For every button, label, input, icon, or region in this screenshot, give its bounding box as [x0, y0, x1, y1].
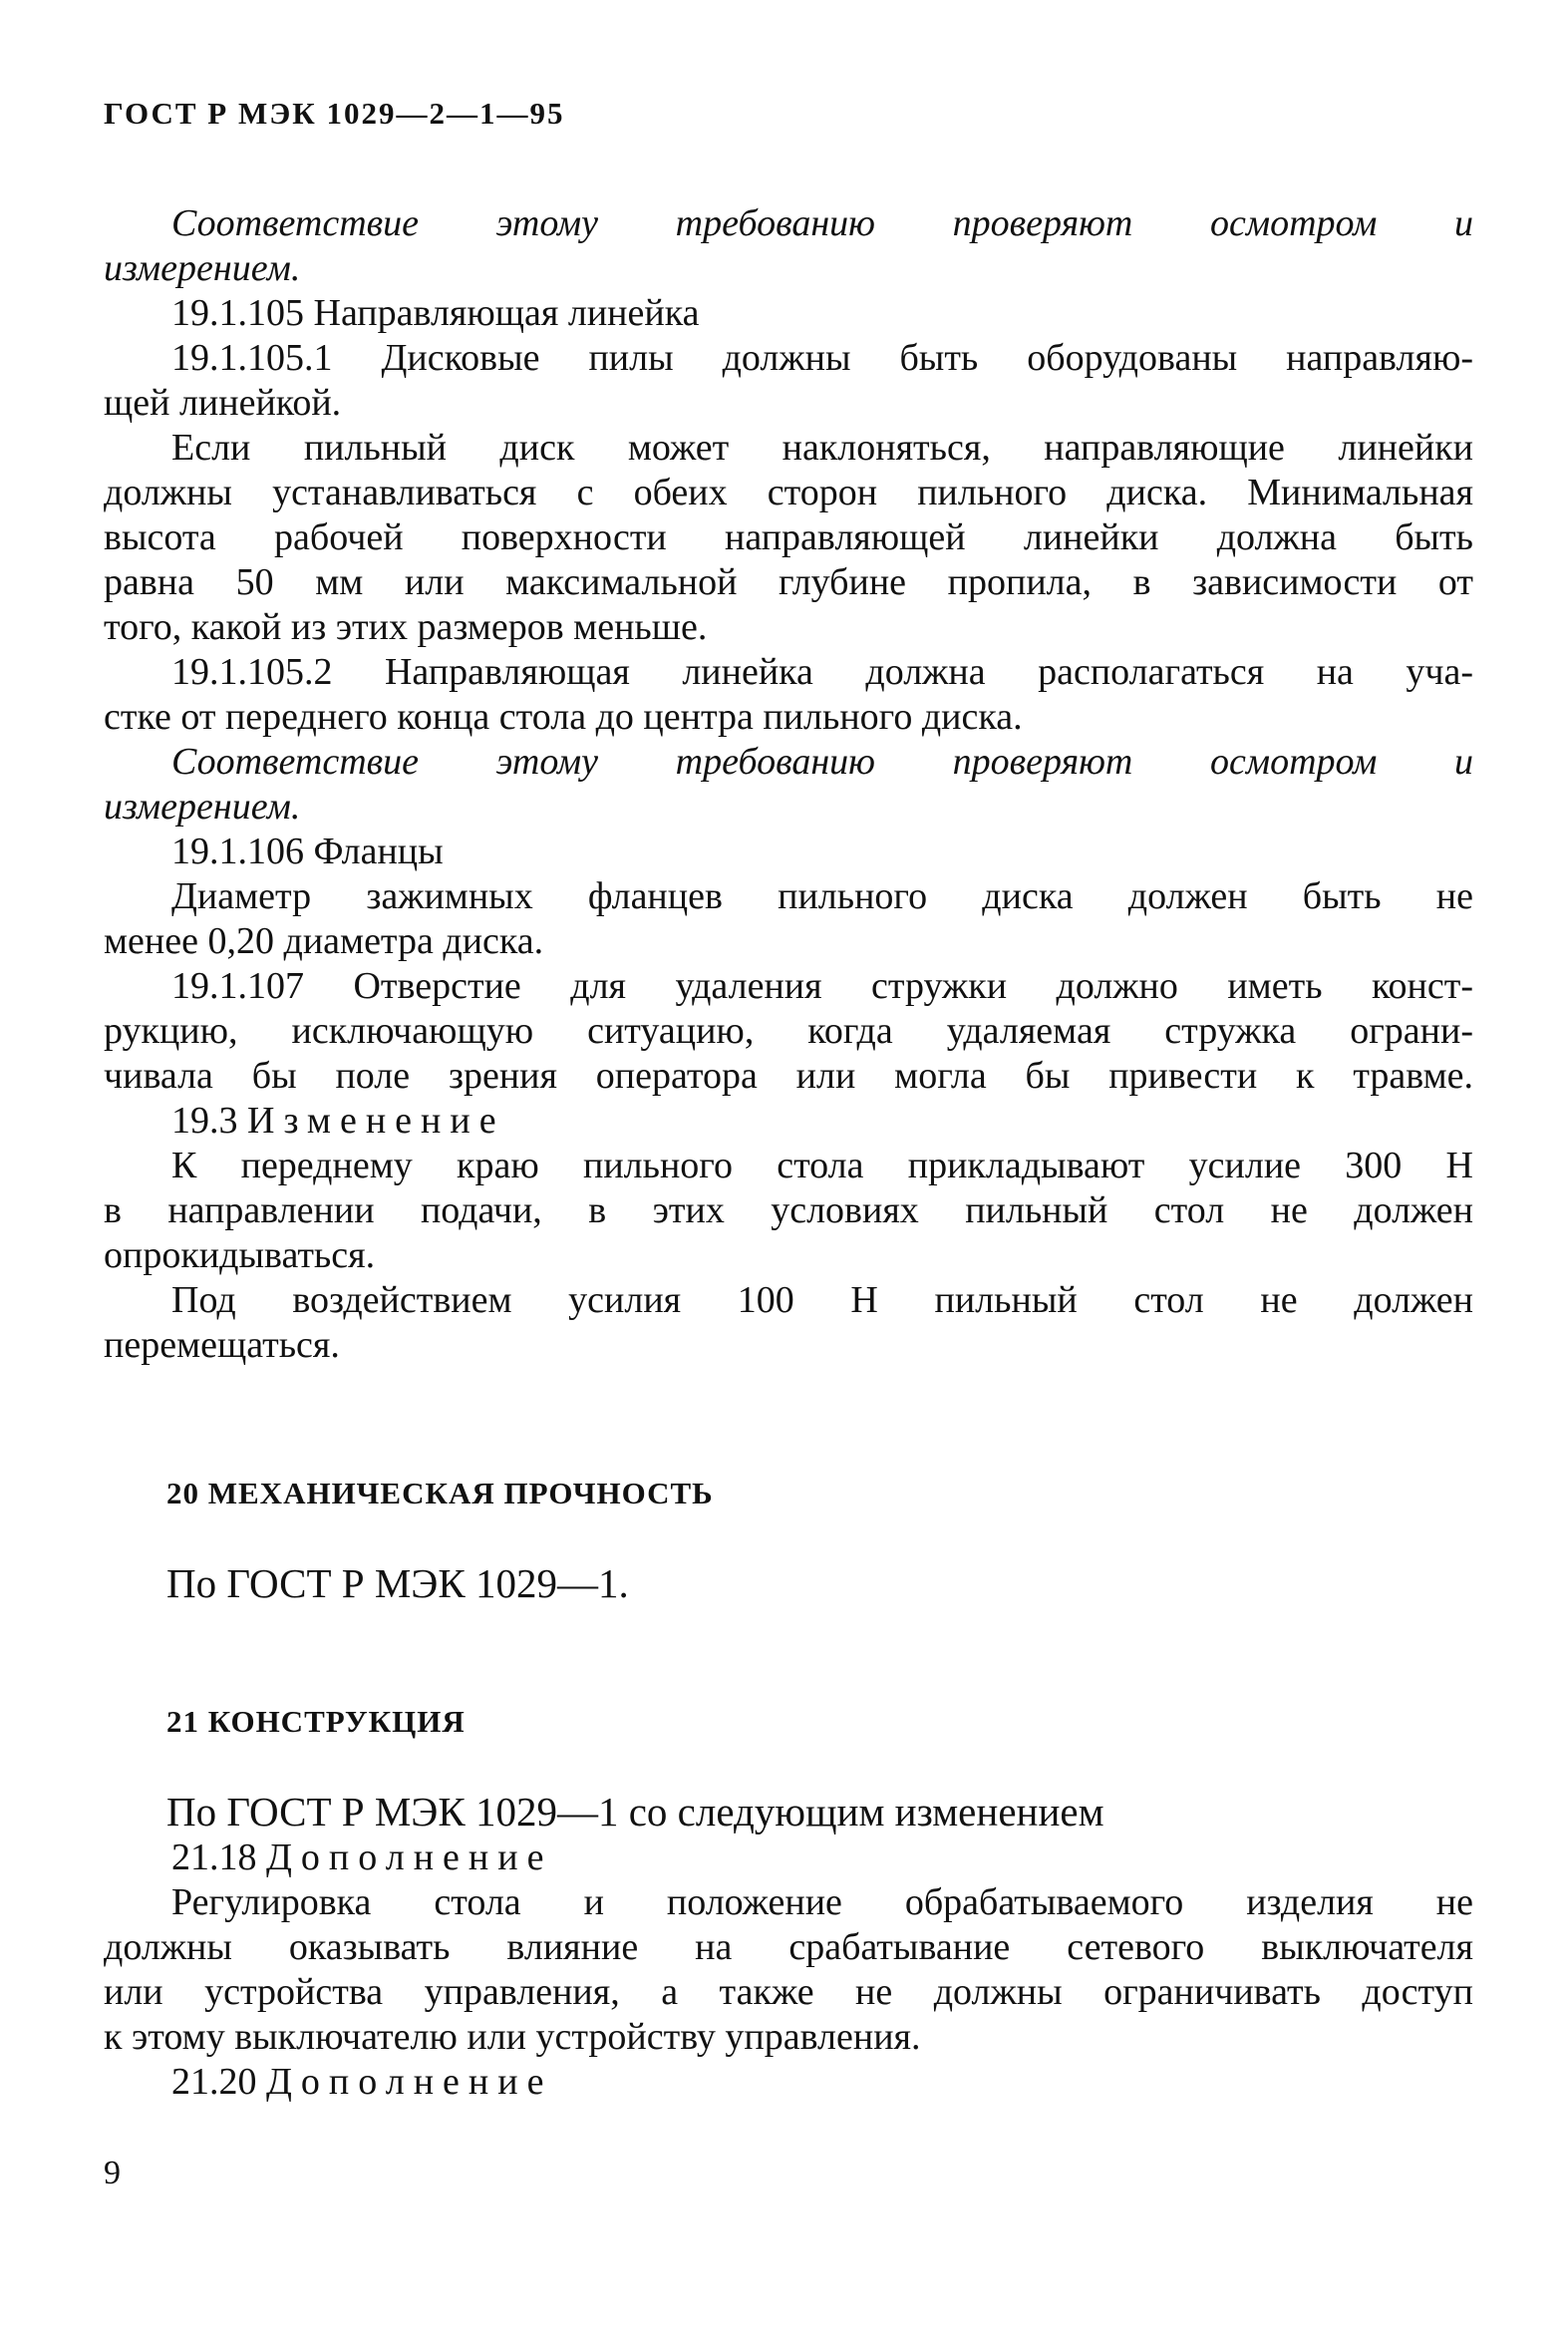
clause-paragraph	[104, 874, 1473, 964]
text-line: стке от переднего конца стола до центра пильного диска.	[104, 696, 1023, 738]
text-line: 19.1.105 Направляющая линейка	[171, 292, 700, 334]
text-line: менее 0,20 диаметра диска.	[104, 920, 544, 962]
text-line: Если пильный диск может наклоняться, направляющие линейки	[171, 427, 1473, 469]
clause-heading	[104, 1099, 1473, 1144]
clause-paragraph	[104, 336, 1473, 426]
page-number: 9	[104, 2155, 121, 2191]
clause-paragraph	[104, 650, 1473, 740]
clause-paragraph	[104, 426, 1473, 650]
text-line: высота рабочей поверхности направляющей линейки должна быть	[104, 516, 1473, 558]
text-line: должны оказывать влияние на срабатывание сетевого выключателя	[104, 1926, 1473, 1968]
text-line: 19.1.106 Фланцы	[171, 831, 444, 872]
text-line: щей линейкой.	[104, 382, 342, 424]
text-line: рукцию, исключающую ситуацию, когда удаляемая стружка ограни-	[104, 1010, 1473, 1052]
text-line: или устройства управления, а также не должны ограничивать доступ	[104, 1971, 1473, 2013]
clause-heading	[104, 2060, 1473, 2105]
clause-heading	[104, 1835, 1473, 1880]
running-header: ГОСТ Р МЭК 1029—2—1—95	[104, 96, 565, 131]
clause-number: 21.20	[171, 2061, 257, 2103]
text-line: Регулировка стола и положение обрабатываемого изделия не	[171, 1881, 1473, 1923]
text-line: измерением.	[104, 786, 301, 828]
clause-heading	[104, 291, 1473, 336]
text-line: Под воздействием усилия 100 Н пильный стол не должен	[171, 1279, 1473, 1321]
text-line: равна 50 мм или максимальной глубине пропила, в зависимости от	[104, 561, 1473, 603]
compliance-note	[104, 201, 1473, 291]
text-line: должны устанавливаться с обеих сторон пильного диска. Минимальная	[104, 472, 1473, 513]
document-body	[104, 201, 1473, 2105]
text-line: в направлении подачи, в этих условиях пильный стол не должен	[104, 1189, 1473, 1231]
section-reference-21: По ГОСТ Р МЭК 1029—1 со следующим изменением	[166, 1789, 1104, 1835]
text-line: к этому выключателю или устройству управления.	[104, 2016, 921, 2058]
clause-title: Дополнение	[266, 2061, 553, 2103]
text-line	[104, 1099, 1473, 1144]
clause-title: Дополнение	[266, 1836, 553, 1878]
text-line: опрокидываться.	[104, 1234, 376, 1276]
compliance-note	[104, 740, 1473, 830]
text-line: К переднему краю пильного стола прикладывают усилие 300 Н	[171, 1145, 1473, 1186]
text-line: 19.1.107 Отверстие для удаления стружки должно иметь конст-	[171, 965, 1473, 1007]
text-line: чивала бы поле зрения оператора или могла бы привести к травме.	[104, 1055, 1473, 1097]
text-line: 19.1.105.1 Дисковые пилы должны быть оборудованы направляю-	[171, 337, 1473, 379]
clause-paragraph	[104, 1278, 1473, 1368]
text-line: 19.1.105.2 Направляющая линейка должна располагаться на уча-	[171, 651, 1473, 693]
section-heading-20: 20 МЕХАНИЧЕСКАЯ ПРОЧНОСТЬ	[166, 1476, 714, 1510]
clause-paragraph	[104, 1144, 1473, 1278]
text-line: Диаметр зажимных фланцев пильного диска должен быть не	[171, 875, 1473, 917]
section-heading-21: 21 КОНСТРУКЦИЯ	[166, 1704, 466, 1739]
clause-paragraph	[104, 1880, 1473, 2060]
text-line	[104, 1835, 1473, 1880]
clause-number: 19.3	[171, 1100, 238, 1142]
text-line: Соответствие этому требованию проверяют осмотром и	[171, 202, 1473, 244]
text-line: того, какой из этих размеров меньше.	[104, 606, 708, 648]
section-reference-20: По ГОСТ Р МЭК 1029—1.	[166, 1560, 629, 1606]
text-line	[104, 2060, 1473, 2105]
text-line: перемещаться.	[104, 1324, 340, 1366]
clause-number: 21.18	[171, 1836, 257, 1878]
text-line: измерением.	[104, 247, 301, 289]
clause-title: Изменение	[247, 1100, 505, 1142]
clause-paragraph	[104, 964, 1473, 1099]
text-line: Соответствие этому требованию проверяют осмотром и	[171, 741, 1473, 783]
clause-heading	[104, 830, 1473, 874]
